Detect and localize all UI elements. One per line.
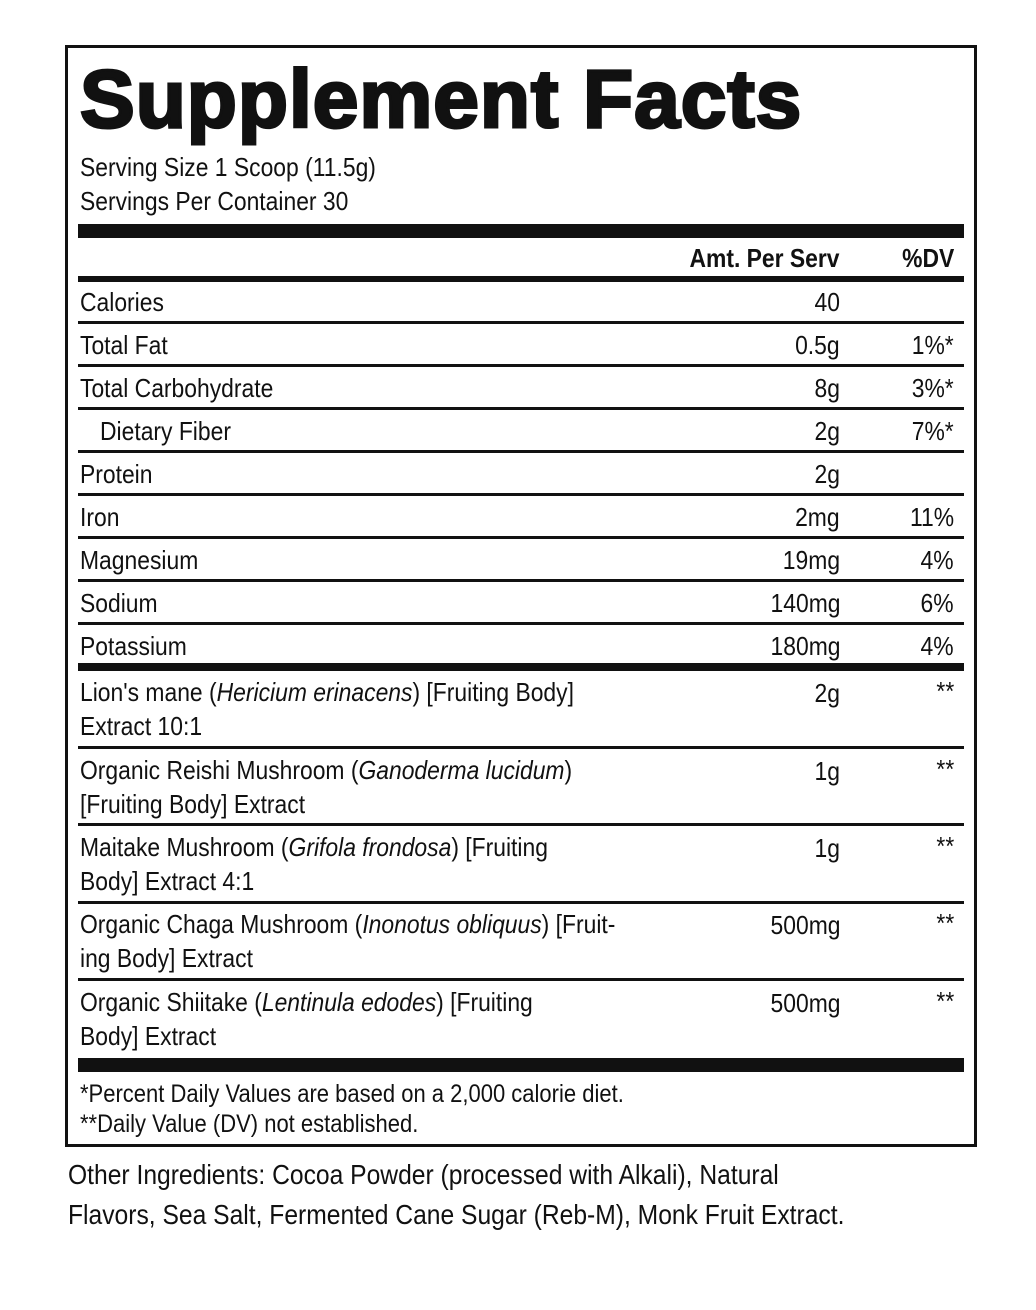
row-divider	[78, 536, 964, 539]
ingredient-amount: 2g	[814, 678, 840, 708]
nutrient-amount: 140mg	[770, 588, 840, 618]
ingredient-name	[80, 753, 705, 821]
row-divider	[78, 823, 964, 826]
row-divider	[78, 901, 964, 904]
ingredient-name	[80, 675, 705, 743]
row-divider	[78, 407, 964, 410]
ingredient-latin-name: Hericium erinacens	[216, 677, 413, 707]
nutrient-amount: 19mg	[782, 545, 840, 575]
nutrient-name: Iron	[80, 502, 120, 532]
nutrient-dv: 4%	[920, 545, 954, 575]
nutrient-dv: 4%	[920, 631, 954, 661]
ingredient-name	[80, 907, 705, 975]
row-divider	[78, 321, 964, 324]
nutrient-name: Protein	[80, 459, 153, 489]
ingredient-name-part: Organic Reishi Mushroom (	[80, 755, 359, 785]
ingredient-amount: 500mg	[770, 910, 840, 940]
nutrient-dv: 6%	[920, 588, 954, 618]
nutrient-amount: 40	[814, 287, 840, 317]
ingredient-name-line2: Body] Extract 4:1	[80, 866, 255, 896]
other-ingredients-line: Other Ingredients: Cocoa Powder (processed with Alkali), Natural	[68, 1159, 779, 1190]
nutrient-amount: 0.5g	[795, 330, 840, 360]
ingredient-name-part: )	[564, 755, 573, 785]
nutrient-amount: 2g	[814, 459, 840, 489]
ingredient-name-part: Organic Shiitake (	[80, 987, 262, 1017]
row-divider	[78, 450, 964, 453]
ingredient-latin-name: Lentinula edodes	[261, 987, 437, 1017]
nutrient-name: Dietary Fiber	[100, 416, 231, 446]
column-header-dv: %DV	[901, 243, 954, 273]
footnote-percent-dv: *Percent Daily Values are based on a 2,000 calorie diet.	[80, 1080, 624, 1108]
row-divider	[78, 622, 964, 625]
nutrient-amount: 2mg	[795, 502, 840, 532]
row-divider	[78, 579, 964, 582]
nutrient-name: Potassium	[80, 631, 187, 661]
ingredient-dv: **	[936, 754, 954, 784]
ingredient-name-line2: Body] Extract	[80, 1021, 217, 1051]
row-divider	[78, 364, 964, 367]
other-ingredients-line: Flavors, Sea Salt, Fermented Cane Sugar (Reb-M), Monk Fruit Extract.	[68, 1199, 845, 1230]
ingredient-name	[80, 830, 705, 898]
other-ingredients	[68, 1155, 957, 1235]
nutrient-name: Magnesium	[80, 545, 199, 575]
nutrient-name: Total Fat	[80, 330, 168, 360]
ingredient-dv: **	[936, 831, 954, 861]
nutrient-name: Sodium	[80, 588, 158, 618]
ingredient-name-line2: [Fruiting Body] Extract	[80, 789, 306, 819]
ingredient-latin-name: Inonotus obliquus	[362, 909, 542, 939]
ingredient-name	[80, 985, 705, 1053]
servings-per-container: Servings Per Container 30	[80, 186, 349, 216]
ingredient-name-line2: Extract 10:1	[80, 711, 203, 741]
nutrient-amount: 180mg	[770, 631, 840, 661]
nutrient-amount: 8g	[814, 373, 840, 403]
thick-divider	[78, 224, 964, 238]
row-divider	[78, 493, 964, 496]
ingredient-latin-name: Ganoderma lucidum	[358, 755, 565, 785]
ingredient-amount: 1g	[814, 833, 840, 863]
ingredient-name-part: Lion's mane (	[80, 677, 217, 707]
row-divider	[78, 746, 964, 749]
nutrient-dv: 1%*	[912, 330, 954, 360]
ingredient-dv: **	[936, 986, 954, 1016]
supplement-facts-panel	[65, 45, 977, 1147]
ingredient-name-line2: ing Body] Extract	[80, 943, 253, 973]
nutrient-name: Total Carbohydrate	[80, 373, 274, 403]
ingredient-name-part: ) [Fruiting	[451, 832, 548, 862]
header-divider	[78, 276, 964, 282]
nutrient-dv: 3%*	[912, 373, 954, 403]
ingredient-name-part: ) [Fruiting	[436, 987, 533, 1017]
ingredient-amount: 1g	[814, 756, 840, 786]
footnote-dv-not-established: **Daily Value (DV) not established.	[80, 1110, 419, 1138]
column-header-amount: Amt. Per Serv	[689, 243, 840, 273]
thick-divider	[78, 1058, 964, 1072]
nutrient-dv: 11%	[909, 502, 954, 532]
serving-size: Serving Size 1 Scoop (11.5g)	[80, 152, 376, 182]
nutrient-amount: 2g	[814, 416, 840, 446]
ingredient-amount: 500mg	[770, 988, 840, 1018]
ingredient-dv: **	[936, 908, 954, 938]
ingredient-latin-name: Grifola frondosa	[288, 832, 452, 862]
section-divider	[78, 663, 964, 671]
ingredient-name-part: Organic Chaga Mushroom (	[80, 909, 363, 939]
ingredient-name-part: ) [Fruit-	[541, 909, 616, 939]
nutrient-name: Calories	[80, 287, 164, 317]
nutrient-dv: 7%*	[912, 416, 954, 446]
row-divider	[78, 978, 964, 981]
ingredient-name-part: ) [Fruiting Body]	[412, 677, 574, 707]
ingredient-dv: **	[936, 676, 954, 706]
ingredient-name-part: Maitake Mushroom (	[80, 832, 289, 862]
panel-title: Supplement Facts	[80, 54, 803, 145]
